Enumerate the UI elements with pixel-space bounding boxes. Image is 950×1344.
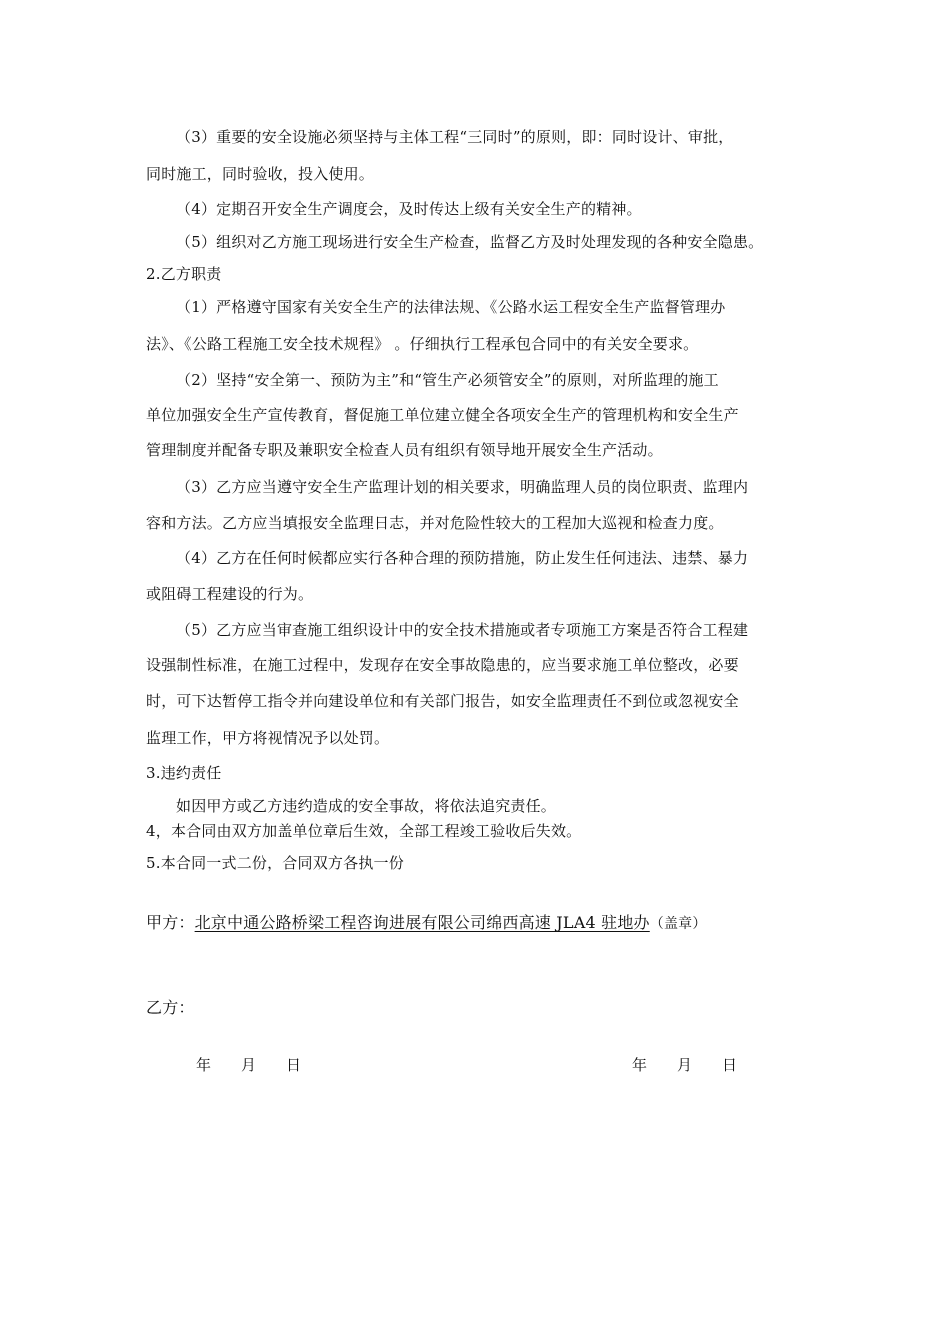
paragraph-line: 设强制性标准，在施工过程中，发现存在安全事故隐患的，应当要求施工单位整改，必要 [146,656,739,674]
paragraph-line: 或阻碍工程建设的行为。 [146,585,314,603]
paragraph-line: （5）组织对乙方施工现场进行安全生产检查，监督乙方及时处理发现的各种安全隐患。 [176,233,764,251]
paragraph-line: （5）乙方应当审查施工组织设计中的安全技术措施或者专项施工方案是否符合工程建 [176,621,749,639]
party-a-label: 甲方： [146,913,195,932]
paragraph-line: （4）乙方在任何时候都应实行各种合理的预防措施，防止发生任何违法、违禁、暴力 [176,549,749,567]
date-month: 月 [241,1056,257,1074]
date-day: 日 [286,1056,302,1074]
party-a-date [196,1055,301,1075]
paragraph-line: 如因甲方或乙方违约造成的安全事故，将依法追究责任。 [176,797,557,815]
date-month: 月 [677,1056,693,1074]
paragraph-line: 时，可下达暂停工指令并向建设单位和有关部门报告，如安全监理责任不到位或忽视安全 [146,692,739,710]
date-year: 年 [632,1056,648,1074]
party-b-date [632,1055,737,1075]
date-year: 年 [196,1056,212,1074]
paragraph-line: 同时施工，同时验收，投入使用。 [146,165,375,183]
party-a-seal: （盖章） [649,916,707,932]
paragraph-line: 单位加强安全生产宣传教育，督促施工单位建立健全各项安全生产的管理机构和安全生产 [146,406,739,424]
paragraph-line: （1）严格遵守国家有关安全生产的法律法规、《公路水运工程安全生产监督管理办 [176,298,726,316]
date-day: 日 [722,1056,738,1074]
party-b-label: 乙方： [146,998,195,1017]
paragraph-line: 4，本合同由双方加盖单位章后生效，全部工程竣工验收后失效。 [146,822,582,840]
paragraph-line: 法》、《公路工程施工安全技术规程》 。仔细执行工程承包合同中的有关安全要求。 [146,335,699,353]
party-a-company: 北京中通公路桥梁工程咨询进展有限公司绵西高速 JLA4 驻地办 [194,913,650,932]
paragraph-line: （4）定期召开安全生产调度会，及时传达上级有关安全生产的精神。 [176,200,642,218]
section-heading: 3.违约责任 [146,764,222,782]
party-a-signature [146,913,707,934]
paragraph-line: 监理工作，甲方将视情况予以处罚。 [146,729,390,747]
party-b-signature [146,998,195,1018]
paragraph-line: 管理制度并配备专职及兼职安全检查人员有组织有领导地开展安全生产活动。 [146,441,663,459]
paragraph-line: （3）乙方应当遵守安全生产监理计划的相关要求，明确监理人员的岗位职责、监理内 [176,478,749,496]
paragraph-line: 容和方法。乙方应当填报安全监理日志，并对危险性较大的工程加大巡视和检查力度。 [146,514,724,532]
paragraph-line: 5.本合同一式二份，合同双方各执一份 [146,854,404,872]
paragraph-line: （2）坚持“安全第一、预防为主”和“管生产必须管安全”的原则，对所监理的施工 [176,371,719,389]
section-heading: 2.乙方职责 [146,265,222,283]
paragraph-line: （3）重要的安全设施必须坚持与主体工程“三同时”的原则，即：同时设计、审批， [176,128,734,146]
